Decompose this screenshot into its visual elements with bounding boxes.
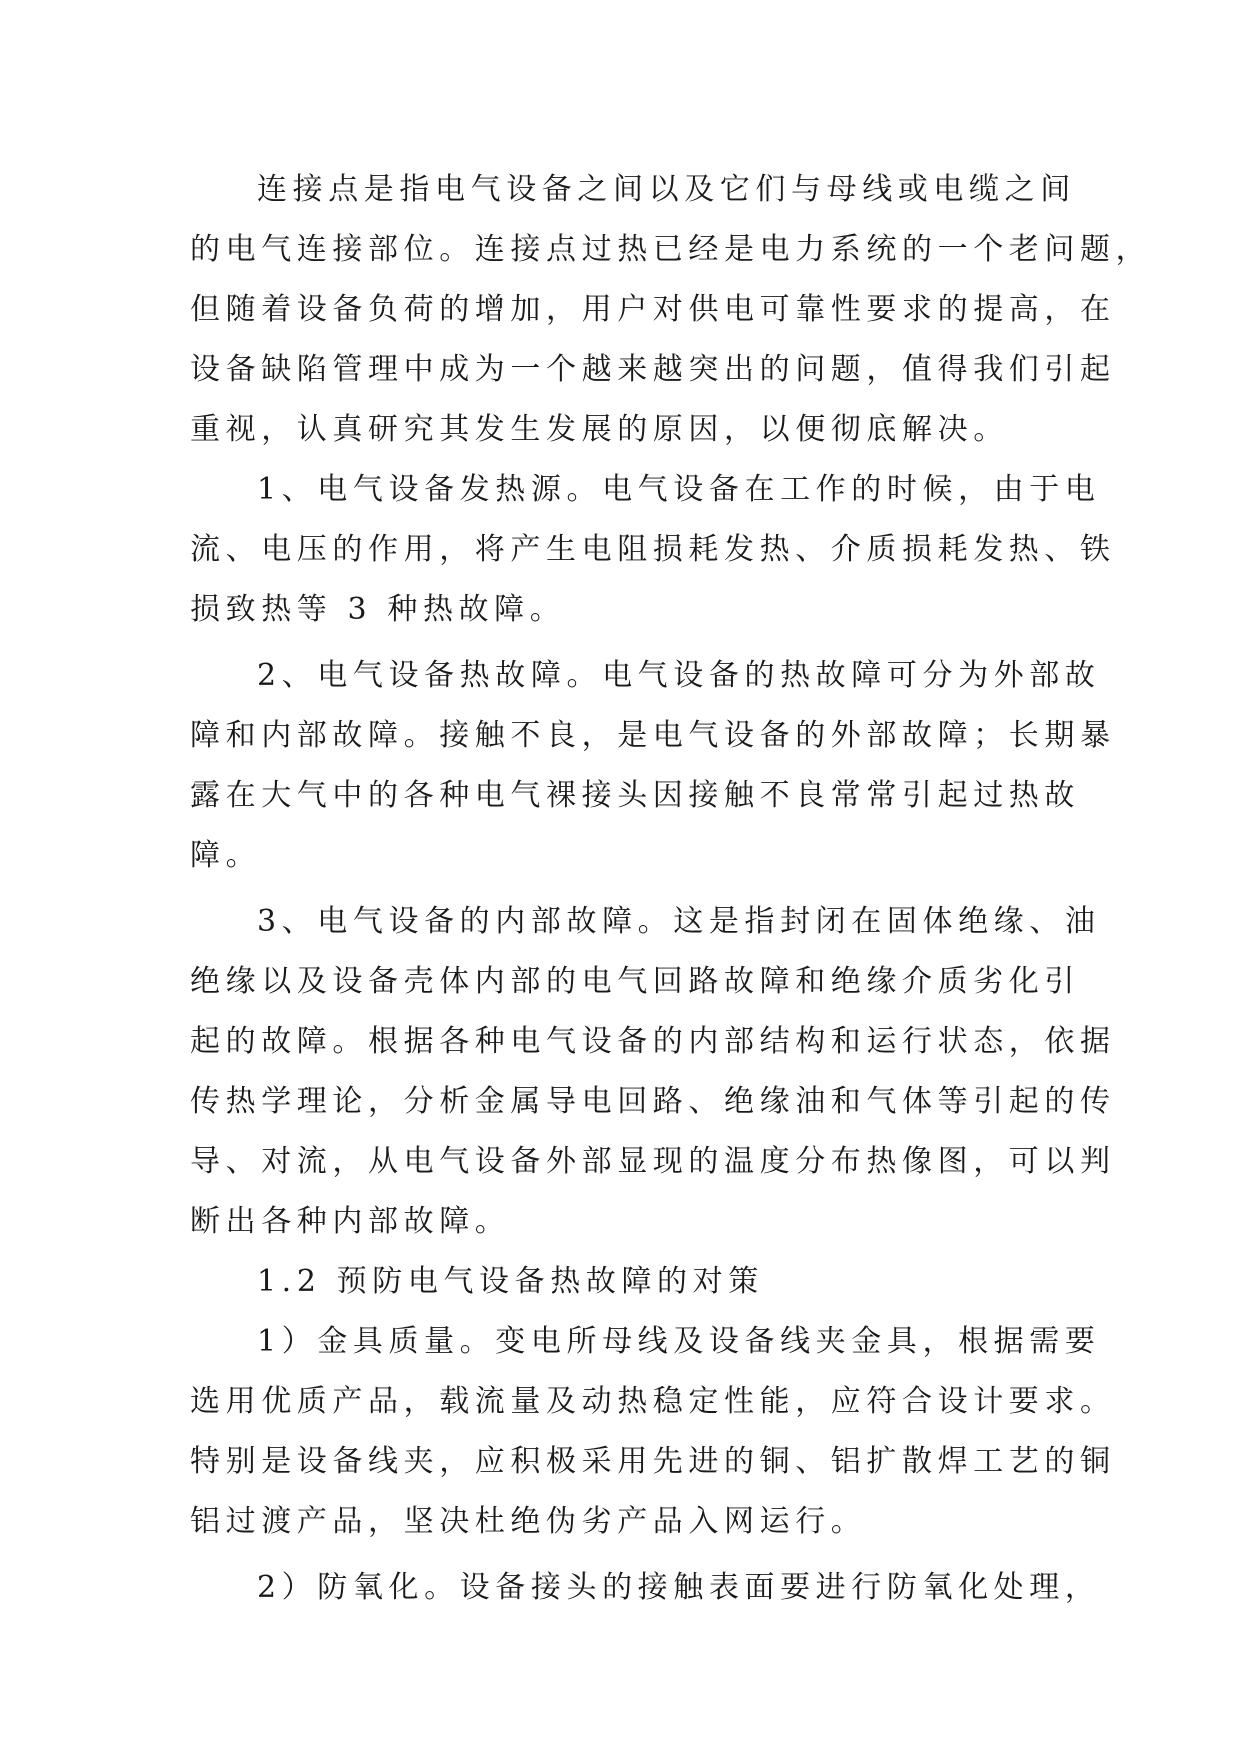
text-line: 障。: [190, 838, 262, 873]
text-line: 设备缺陷管理中成为一个越来越突出的问题，值得我们引起: [190, 352, 1116, 387]
text-line: 连接点是指电气设备之间以及它们与母线或电缆之间: [257, 172, 1076, 207]
paragraph-connection-point: [190, 160, 1152, 460]
text-line: 3、电气设备的内部故障。这是指封闭在固体绝缘、油: [257, 904, 1101, 939]
section-heading-text: 1.2 预防电气设备热故障的对策: [257, 1264, 764, 1299]
text-line: 露在大气中的各种电气裸接头因接触不良常常引起过热故: [190, 778, 1080, 813]
text-line: 起的故障。根据各种电气设备的内部结构和运行状态，依据: [190, 1024, 1116, 1059]
paragraph-anti-oxidation: [190, 1558, 1101, 1618]
paragraph-thermal-fault: [190, 646, 1116, 886]
paragraph-fittings-quality: [190, 1312, 1116, 1552]
text-line: 1）金具质量。变电所母线及设备线夹金具，根据需要: [257, 1324, 1101, 1359]
section-heading: [190, 1252, 1050, 1312]
text-line: 障和内部故障。接触不良，是电气设备的外部故障；长期暴: [190, 718, 1116, 753]
text-line: 重视，认真研究其发生发展的原因，以便彻底解决。: [190, 412, 1009, 447]
text-line: 流、电压的作用，将产生电阻损耗发热、介质损耗发热、铁: [190, 532, 1116, 567]
text-line: 但随着设备负荷的增加，用户对供电可靠性要求的提高，在: [190, 292, 1116, 327]
text-line: 特别是设备线夹，应积极采用先进的铜、铝扩散焊工艺的铜: [190, 1444, 1116, 1479]
text-line: 损致热等 3 种热故障。: [190, 592, 566, 627]
text-line: 铝过渡产品，坚决杜绝伪劣产品入网运行。: [190, 1504, 867, 1539]
text-line: 选用优质产品，载流量及动热稳定性能，应符合设计要求。: [190, 1384, 1116, 1419]
text-line: 断出各种内部故障。: [190, 1204, 511, 1239]
paragraph-internal-fault: [190, 892, 1116, 1252]
text-line: 导、对流，从电气设备外部显现的温度分布热像图，可以判: [190, 1144, 1116, 1179]
text-line: 的电气连接部位。连接点过热已经是电力系统的一个老问题，: [190, 232, 1152, 267]
text-line: 传热学理论，分析金属导电回路、绝缘油和气体等引起的传: [190, 1084, 1116, 1119]
document-page: [190, 160, 1152, 1618]
paragraph-heat-source: [190, 460, 1116, 640]
text-line: 2）防氧化。设备接头的接触表面要进行防氧化处理，: [257, 1570, 1101, 1605]
text-line: 绝缘以及设备壳体内部的电气回路故障和绝缘介质劣化引: [190, 964, 1080, 999]
text-line: 2、电气设备热故障。电气设备的热故障可分为外部故: [257, 658, 1101, 693]
text-line: 1、电气设备发热源。电气设备在工作的时候，由于电: [257, 472, 1101, 507]
